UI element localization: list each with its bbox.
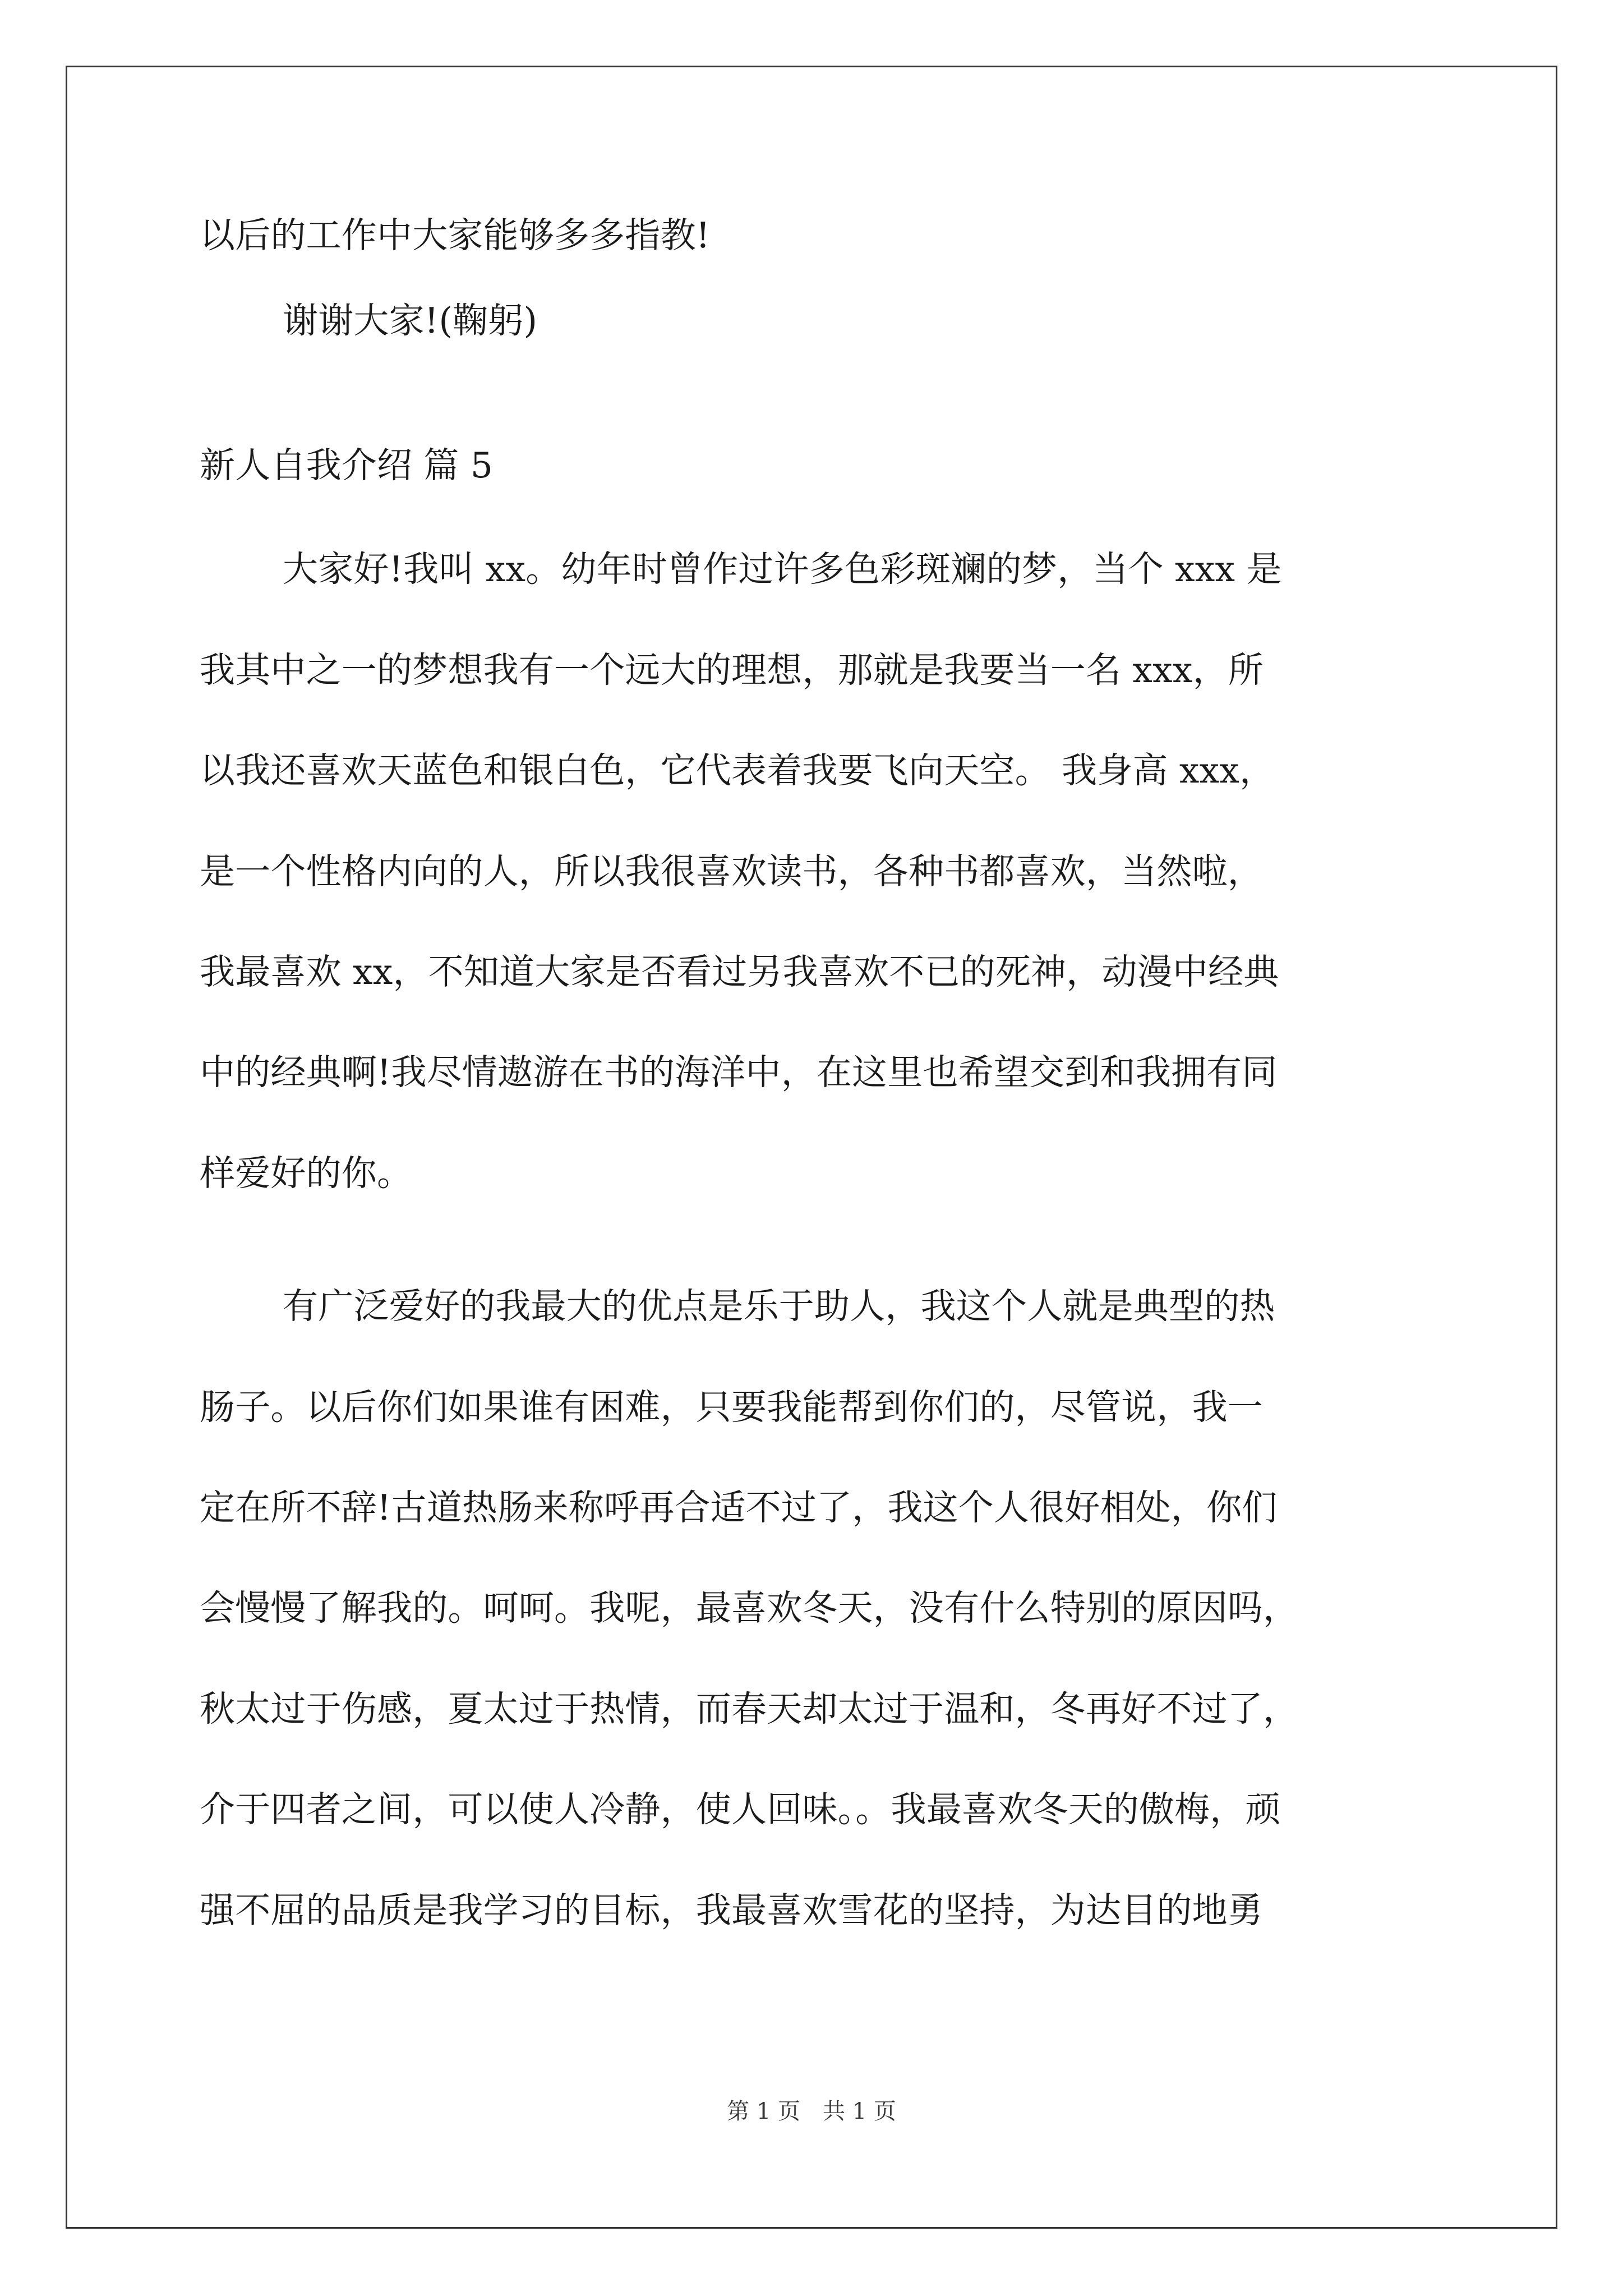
text-line: 大家好!我叫 xx。幼年时曾作过许多色彩斑斓的梦，当个 xxx 是: [283, 549, 1282, 590]
text-line: 肠子。以后你们如果谁有困难，只要我能帮到你们的，尽管说，我一: [200, 1387, 1263, 1428]
text-line: 中的经典啊!我尽情遨游在书的海洋中，在这里也希望交到和我拥有同: [200, 1052, 1278, 1093]
text-line: 我其中之一的梦想我有一个远大的理想，那就是我要当一名 xxx，所: [200, 650, 1264, 691]
page-footer: 第 1 页 共 1 页: [727, 2099, 896, 2124]
text-line: 有广泛爱好的我最大的优点是乐于助人，我这个人就是典型的热: [283, 1286, 1275, 1327]
section-heading: 新人自我介绍 篇 5: [200, 445, 494, 486]
text-line: 定在所不辞!古道热肠来称呼再合适不过了，我这个人很好相处，你们: [200, 1487, 1278, 1528]
text-line: 样爱好的你。: [200, 1153, 413, 1194]
text-line: 是一个性格内向的人，所以我很喜欢读书，各种书都喜欢，当然啦，: [200, 851, 1263, 892]
text-line: 以我还喜欢天蓝色和银白色，它代表着我要飞向天空。 我身高 xxx，: [200, 750, 1275, 791]
text-line: 介于四者之间，可以使人冷静，使人回味。。我最喜欢冬天的傲梅，顽: [200, 1789, 1281, 1830]
text-line: 谢谢大家!(鞠躬): [283, 300, 538, 341]
text-line: 秋太过于伤感，夏太过于热情，而春天却太过于温和，冬再好不过了，: [200, 1688, 1299, 1729]
text-line: 会慢慢了解我的。呵呵。我呢，最喜欢冬天，没有什么特别的原因吗，: [200, 1588, 1299, 1628]
text-line: 强不屈的品质是我学习的目标，我最喜欢雪花的坚持，为达目的地勇: [200, 1890, 1263, 1931]
text-line: 以后的工作中大家能够多多指教!: [200, 215, 711, 256]
text-line: 我最喜欢 xx，不知道大家是否看过另我喜欢不已的死神，动漫中经典: [200, 951, 1279, 992]
